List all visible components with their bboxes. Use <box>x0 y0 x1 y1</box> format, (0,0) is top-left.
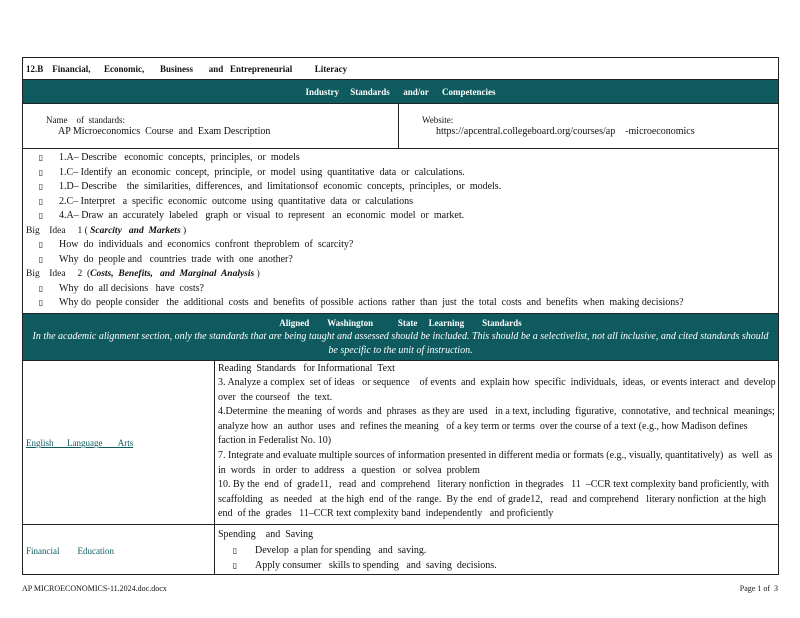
financial-heading: Spending and Saving <box>218 529 313 541</box>
bullet-icon: ▯ <box>38 254 44 264</box>
ela-standards <box>215 361 781 525</box>
name-of-standards-value: AP Microeconomics Course and Exam Description <box>58 126 271 137</box>
big-idea-1-heading <box>23 224 778 239</box>
big-idea-2-question-text: Why do all decisions have costs? <box>59 282 204 294</box>
financial-standards-cell <box>215 525 779 575</box>
financial-subject-cell <box>23 525 215 575</box>
competency-item-text: 2.C– Interpret a specific economic outcome using quantitative data or calculations <box>59 195 414 207</box>
big-idea-2-suffix: ) <box>256 269 260 279</box>
ela-subject: English Language Arts <box>26 438 134 449</box>
big-idea-2-question <box>23 296 778 311</box>
website-label: Website: <box>422 115 454 125</box>
competency-list <box>23 151 778 224</box>
name-of-standards-label: Name of standards: <box>46 115 125 125</box>
competency-item <box>23 180 778 195</box>
ela-standards-cell <box>215 360 779 525</box>
financial-item <box>215 559 778 574</box>
ela-standard: 4.Determine the meaning of words and phrases as they are used in a text, including figurative, connotative, and technical meanings; analyze how an author uses and refines the meaning of a key term or terms over the course of a text (e.g., how Madison defines faction in Federalist No. 10) <box>218 406 780 447</box>
financial-subject: Financial Education <box>26 545 114 556</box>
bullet-icon: ▯ <box>232 546 238 556</box>
big-idea-2-prefix: Big Idea 2 ( <box>26 269 91 279</box>
standards-name-cell <box>23 104 399 149</box>
bullet-icon: ▯ <box>38 153 44 162</box>
bullet-icon: ▯ <box>38 211 44 220</box>
big-idea-1-suffix: ) <box>183 225 187 236</box>
website-cell <box>399 104 779 149</box>
big-idea-1-question <box>23 253 778 268</box>
ela-standard: 3. Analyze a complex set of ideas or sequence of events and explain how specific individuals, ideas, or events interact and develop over the courseof the text. <box>218 377 781 403</box>
website-link[interactable]: https://apcentral.collegeboard.org/courses/ap -microeconomics <box>436 126 695 137</box>
big-idea-2-question <box>23 282 778 297</box>
competency-item <box>23 195 778 210</box>
bullet-icon: ▯ <box>38 283 44 293</box>
big-idea-1-questions <box>23 238 778 267</box>
big-idea-2-heading <box>23 267 778 282</box>
big-idea-2-questions <box>23 282 778 311</box>
ela-subject-cell <box>23 360 215 525</box>
curriculum-table <box>22 57 779 575</box>
big-idea-1-question-text: Why do people and countries trade with one another? <box>59 253 293 265</box>
bullet-icon: ▯ <box>38 182 44 191</box>
competency-item <box>23 151 778 166</box>
industry-band-title: Industry Standards and/or Competencies <box>305 86 496 97</box>
big-idea-2-question-text: Why do people consider the additional costs and benefits of possible actions rather than just the total costs and benefits when making decisions? <box>59 297 684 308</box>
aligned-band-title: Aligned Washington State Learning Standards <box>279 317 522 328</box>
footer-filename: AP MICROECONOMICS-11.2024.doc.docx <box>22 584 167 593</box>
page-footer <box>22 584 778 593</box>
competency-item <box>23 209 778 224</box>
bullet-icon: ▯ <box>38 167 44 177</box>
financial-item <box>215 544 778 559</box>
bullet-icon: ▯ <box>232 560 238 570</box>
competency-item-text: 1.C– Identify an economic concept, principle, or model using quantitative data or calculations. <box>59 166 465 178</box>
competencies-cell <box>23 149 779 314</box>
competency-item-text: 4.A– Draw an accurately labeled graph or visual to represent an economic model or market. <box>59 210 465 221</box>
bullet-icon: ▯ <box>38 240 44 249</box>
ela-heading: Reading Standards for Informational Text <box>218 362 395 374</box>
big-idea-2-title: Costs, Benefits, and Marginal Analysis <box>90 269 257 279</box>
section-title: 12.B Financial, Economic, Business and Entrepreneurial Literacy <box>26 63 348 74</box>
competency-item <box>23 166 778 181</box>
header-row <box>23 58 779 80</box>
aligned-band <box>23 313 779 360</box>
competency-item-text: 1.D– Describe the similarities, differences, and limitationsof economic concepts, principles, or models. <box>59 181 502 192</box>
financial-item-text: Apply consumer skills to spending and saving decisions. <box>255 559 497 571</box>
aligned-band-note: In the academic alignment section, only the standards that are being taught and assessed should be included. This should be a selectivelist, not all inclusive, and cited standards should be specific to the unit of instruction. <box>32 330 769 356</box>
financial-item-text: Develop a plan for spending and saving. <box>255 545 427 557</box>
financial-list <box>215 544 778 574</box>
document-page <box>22 57 781 575</box>
bullet-icon: ▯ <box>38 298 44 307</box>
big-idea-1-title: Scarcity and Markets <box>87 225 184 236</box>
big-idea-1-prefix: Big Idea 1 ( <box>26 225 88 236</box>
big-idea-1-question-text: How do individuals and economics confront theproblem of scarcity? <box>59 239 354 250</box>
industry-band <box>23 80 779 104</box>
ela-standard: 10. By the end of grade11, read and comprehend literary nonfiction in thegrades 11 –CCR text complexity band proficiently, with scaffolding as needed at the high end of the range. By the end of grade12, read and comprehend literary nonfiction at the high end of the grades 11–CCR text complexity band independently and proficiently <box>218 479 772 520</box>
ela-standard: 7. Integrate and evaluate multiple sources of information presented in different media or formats (e.g., visually, quantitatively) as well as in words in order to address a question or solvea problem <box>218 450 778 476</box>
bullet-icon: ▯ <box>38 196 44 206</box>
big-idea-1-question <box>23 238 778 253</box>
competency-item-text: 1.A– Describe economic concepts, principles, or models <box>59 152 300 163</box>
footer-page-number: Page 1 of 3 <box>739 584 778 593</box>
